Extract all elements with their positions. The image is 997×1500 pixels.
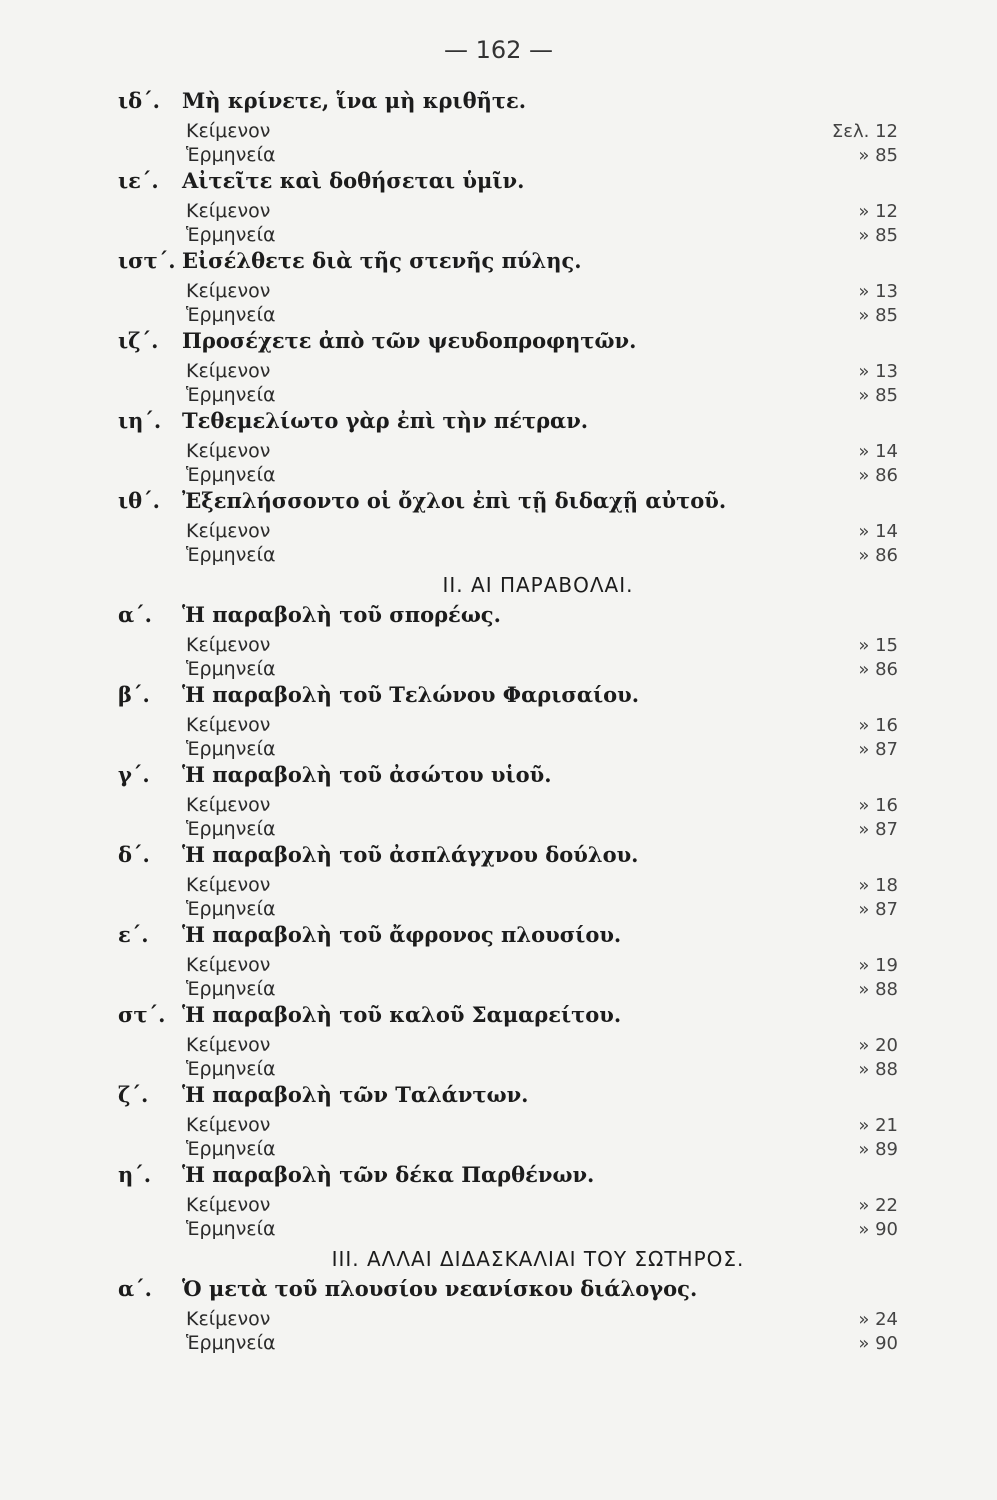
- text-row: [118, 440, 898, 464]
- text-page: » 22: [858, 1195, 898, 1216]
- text-label: Κείμενον: [186, 520, 271, 542]
- text-row: [118, 1114, 898, 1138]
- entry-number: η΄.: [118, 1162, 152, 1187]
- commentary-label: Ἑρμηνεία: [186, 1218, 276, 1240]
- text-page: » 19: [858, 955, 898, 976]
- toc-entry: [118, 842, 898, 922]
- commentary-row: [118, 1058, 898, 1082]
- entry-title: Εἰσέλθετε διὰ τῆς στενῆς πύλης.: [182, 248, 582, 273]
- text-page: » 13: [858, 281, 898, 302]
- entry-title-row: [118, 328, 898, 360]
- entry-title-row: [118, 1002, 898, 1034]
- toc-entry: [118, 762, 898, 842]
- toc-entry: [118, 88, 898, 168]
- commentary-page: » 90: [858, 1333, 898, 1354]
- commentary-label: Ἑρμηνεία: [186, 384, 276, 406]
- commentary-page: » 85: [858, 305, 898, 326]
- commentary-page: » 86: [858, 465, 898, 486]
- commentary-row: [118, 898, 898, 922]
- commentary-label: Ἑρμηνεία: [186, 658, 276, 680]
- text-row: [118, 634, 898, 658]
- text-row: [118, 1034, 898, 1058]
- entry-number: ιη΄.: [118, 408, 162, 433]
- commentary-row: [118, 1332, 898, 1356]
- text-page: » 20: [858, 1035, 898, 1056]
- commentary-page: » 85: [858, 225, 898, 246]
- toc-entry: [118, 408, 898, 488]
- text-page: » 12: [858, 201, 898, 222]
- entry-number: ιε΄.: [118, 168, 159, 193]
- entry-title: Προσέχετε ἀπὸ τῶν ψευδοπροφητῶν.: [182, 328, 637, 353]
- text-row: [118, 874, 898, 898]
- commentary-label: Ἑρμηνεία: [186, 738, 276, 760]
- toc-entry: [118, 1002, 898, 1082]
- entry-title: Ἡ παραβολὴ τοῦ ἄφρονος πλουσίου.: [182, 922, 622, 947]
- commentary-label: Ἑρμηνεία: [186, 544, 276, 566]
- text-page: » 13: [858, 361, 898, 382]
- commentary-label: Ἑρμηνεία: [186, 144, 276, 166]
- entry-title-row: [118, 922, 898, 954]
- text-label: Κείμενον: [186, 280, 271, 302]
- text-row: [118, 1308, 898, 1332]
- commentary-label: Ἑρμηνεία: [186, 464, 276, 486]
- table-of-contents: [118, 88, 898, 1356]
- entry-number: ιδ΄.: [118, 88, 160, 113]
- commentary-label: Ἑρμηνεία: [186, 1138, 276, 1160]
- toc-entry: [118, 168, 898, 248]
- commentary-row: [118, 1218, 898, 1242]
- text-label: Κείμενον: [186, 120, 271, 142]
- toc-entry: [118, 602, 898, 682]
- entry-title: Ἡ παραβολὴ τοῦ καλοῦ Σαμαρείτου.: [182, 1002, 622, 1027]
- commentary-label: Ἑρμηνεία: [186, 898, 276, 920]
- entry-title-row: [118, 602, 898, 634]
- text-label: Κείμενον: [186, 1034, 271, 1056]
- entry-number: στ΄.: [118, 1002, 166, 1027]
- entry-title-row: [118, 488, 898, 520]
- text-label: Κείμενον: [186, 874, 271, 896]
- toc-entry: [118, 248, 898, 328]
- commentary-row: [118, 384, 898, 408]
- text-row: [118, 714, 898, 738]
- text-label: Κείμενον: [186, 360, 271, 382]
- section-heading: II. ΑΙ ΠΑΡΑΒΟΛΑΙ.: [442, 573, 634, 597]
- text-page: » 18: [858, 875, 898, 896]
- entry-number: ιθ΄.: [118, 488, 160, 513]
- section-heading: III. ΑΛΛΑΙ ΔΙΔΑΣΚΑΛΙΑΙ ΤΟΥ ΣΩΤΗΡΟΣ.: [331, 1247, 745, 1271]
- text-label: Κείμενον: [186, 954, 271, 976]
- entry-title: Ἡ παραβολὴ τοῦ σπορέως.: [182, 602, 501, 627]
- commentary-page: » 89: [858, 1139, 898, 1160]
- entry-title: Μὴ κρίνετε, ἵνα μὴ κριθῆτε.: [182, 88, 527, 113]
- commentary-row: [118, 658, 898, 682]
- commentary-page: » 88: [858, 979, 898, 1000]
- entry-title-row: [118, 168, 898, 200]
- text-label: Κείμενον: [186, 1308, 271, 1330]
- toc-entry: [118, 1276, 898, 1356]
- commentary-row: [118, 144, 898, 168]
- text-page: » 14: [858, 441, 898, 462]
- text-page: » 15: [858, 635, 898, 656]
- entry-title-row: [118, 682, 898, 714]
- text-label: Κείμενον: [186, 634, 271, 656]
- text-row: [118, 520, 898, 544]
- commentary-row: [118, 818, 898, 842]
- entry-number: ιστ΄.: [118, 248, 176, 273]
- commentary-label: Ἑρμηνεία: [186, 978, 276, 1000]
- commentary-page: » 85: [858, 385, 898, 406]
- text-label: Κείμενον: [186, 1194, 271, 1216]
- toc-entry: [118, 682, 898, 762]
- commentary-label: Ἑρμηνεία: [186, 1058, 276, 1080]
- entry-number: ιζ΄.: [118, 328, 159, 353]
- text-page: » 24: [858, 1309, 898, 1330]
- text-row: [118, 1194, 898, 1218]
- commentary-row: [118, 304, 898, 328]
- entry-title: Ἡ παραβολὴ τῶν δέκα Παρθένων.: [182, 1162, 595, 1187]
- entry-title-row: [118, 88, 898, 120]
- text-page: » 14: [858, 521, 898, 542]
- commentary-page: » 87: [858, 739, 898, 760]
- commentary-row: [118, 464, 898, 488]
- text-row: [118, 200, 898, 224]
- entry-title: Ἡ παραβολὴ τοῦ ἀσπλάγχνου δούλου.: [182, 842, 639, 867]
- text-page: Σελ. 12: [831, 121, 898, 142]
- text-row: [118, 120, 898, 144]
- entry-number: δ΄.: [118, 842, 150, 867]
- text-page: » 16: [858, 795, 898, 816]
- commentary-row: [118, 1138, 898, 1162]
- text-row: [118, 280, 898, 304]
- entry-title: Ἡ παραβολὴ τῶν Ταλάντων.: [182, 1082, 529, 1107]
- text-page: » 21: [858, 1115, 898, 1136]
- commentary-page: » 85: [858, 145, 898, 166]
- entry-title: Ὁ μετὰ τοῦ πλουσίου νεανίσκου διάλογος.: [182, 1276, 698, 1301]
- toc-entry: [118, 1082, 898, 1162]
- entry-title-row: [118, 1276, 898, 1308]
- entry-title-row: [118, 1162, 898, 1194]
- commentary-label: Ἑρμηνεία: [186, 1332, 276, 1354]
- commentary-page: » 86: [858, 659, 898, 680]
- entry-number: α΄.: [118, 1276, 152, 1301]
- entry-number: ζ΄.: [118, 1082, 149, 1107]
- entry-title-row: [118, 1082, 898, 1114]
- commentary-label: Ἑρμηνεία: [186, 304, 276, 326]
- entry-number: ε΄.: [118, 922, 149, 947]
- text-page: » 16: [858, 715, 898, 736]
- entry-title-row: [118, 842, 898, 874]
- entry-title: Ἡ παραβολὴ τοῦ Τελώνου Φαρισαίου.: [182, 682, 640, 707]
- commentary-label: Ἑρμηνεία: [186, 224, 276, 246]
- entry-number: γ΄.: [118, 762, 150, 787]
- toc-entry: [118, 922, 898, 1002]
- commentary-page: » 86: [858, 545, 898, 566]
- entry-title-row: [118, 248, 898, 280]
- entry-title: Ἐξεπλήσσοντο οἱ ὄχλοι ἐπὶ τῇ διδαχῇ αὐτοῦ.: [182, 488, 727, 513]
- entry-title: Τεθεμελίωτο γὰρ ἐπὶ τὴν πέτραν.: [182, 408, 589, 433]
- text-row: [118, 360, 898, 384]
- page-number: — 162 —: [443, 36, 554, 64]
- text-label: Κείμενον: [186, 714, 271, 736]
- commentary-page: » 88: [858, 1059, 898, 1080]
- commentary-row: [118, 544, 898, 568]
- commentary-page: » 90: [858, 1219, 898, 1240]
- text-label: Κείμενον: [186, 1114, 271, 1136]
- entry-title: Αἰτεῖτε καὶ δοθήσεται ὑμῖν.: [182, 168, 525, 193]
- commentary-row: [118, 224, 898, 248]
- commentary-row: [118, 978, 898, 1002]
- toc-entry: [118, 488, 898, 568]
- text-label: Κείμενον: [186, 794, 271, 816]
- text-label: Κείμενον: [186, 200, 271, 222]
- commentary-label: Ἑρμηνεία: [186, 818, 276, 840]
- toc-entry: [118, 1162, 898, 1242]
- entry-title-row: [118, 762, 898, 794]
- commentary-row: [118, 738, 898, 762]
- text-row: [118, 954, 898, 978]
- commentary-page: » 87: [858, 899, 898, 920]
- text-row: [118, 794, 898, 818]
- toc-entry: [118, 328, 898, 408]
- entry-title-row: [118, 408, 898, 440]
- text-label: Κείμενον: [186, 440, 271, 462]
- entry-number: β΄.: [118, 682, 150, 707]
- entry-title: Ἡ παραβολὴ τοῦ ἀσώτου υἱοῦ.: [182, 762, 552, 787]
- entry-number: α΄.: [118, 602, 152, 627]
- commentary-page: » 87: [858, 819, 898, 840]
